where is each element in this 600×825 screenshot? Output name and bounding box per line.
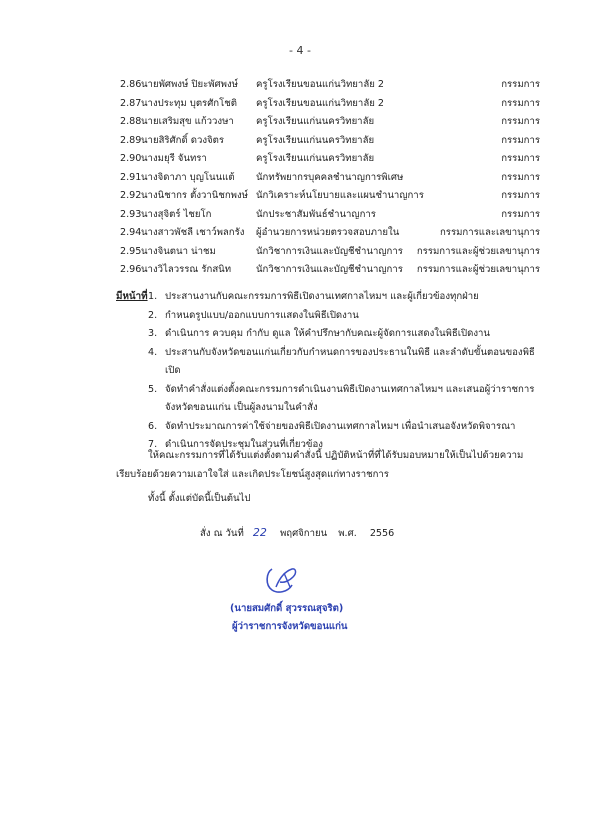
duty-text: ประสานงานกับคณะกรรมการพิธีเปิดงานเทศกาลไหมฯ และผู้เกี่ยวข้องทุกฝ่าย (165, 291, 479, 302)
signatory-title: ผู้ว่าราชการจังหวัดขอนแก่น (232, 621, 348, 632)
member-role: กรรมการ (501, 153, 540, 164)
member-role: กรรมการ (501, 116, 540, 127)
member-number: 2.95 (120, 245, 142, 257)
member-name: นายพัศพงษ์ ปิยะพัศพงษ์ (141, 79, 238, 90)
member-row (120, 95, 540, 114)
date-day: 22 (252, 526, 267, 539)
effective-statement: ทั้งนี้ ตั้งแต่บัดนี้เป็นต้นไป (148, 493, 251, 504)
member-number: 2.86 (120, 79, 142, 90)
member-role: กรรมการ (501, 208, 540, 220)
duty-text: ดำเนินการ ควบคุม กำกับ ดูแล ให้คำปรึกษากับคณะผู้จัดการแสดงในพิธีเปิดงาน (165, 328, 490, 339)
duty-number: 2. (148, 309, 158, 321)
order-date (200, 526, 394, 541)
member-number: 2.88 (120, 116, 142, 127)
member-name: นางจิดาภา บุญโนนแต้ (141, 171, 235, 183)
date-prefix: สั่ง ณ วันที่ (200, 528, 244, 539)
member-number: 2.92 (120, 190, 142, 201)
member-position: นักประชาสัมพันธ์ชำนาญการ (256, 208, 376, 220)
date-year: 2556 (369, 528, 395, 539)
duty-item (148, 288, 543, 307)
member-row (120, 187, 540, 206)
member-position: ครูโรงเรียนแก่นนครวิทยาลัย (256, 116, 375, 127)
duty-item (148, 307, 543, 326)
duty-text: ประสานกับจังหวัดขอนแก่นเกี่ยวกับกำหนดการของประธานในพิธี และลำดับขั้นตอนของพิธีเปิด (165, 346, 535, 376)
member-role: กรรมการ (501, 134, 540, 146)
member-row (120, 206, 540, 225)
member-position: ครูโรงเรียนแก่นนครวิทยาลัย (256, 153, 375, 164)
member-role: กรรมการ (501, 171, 540, 183)
member-role: กรรมการ (501, 97, 540, 109)
duty-text: จัดทำประมาณการค่าใช้จ่ายของพิธีเปิดงานเทศกาลไหมฯ เพื่อนำเสนอจังหวัดพิจารณา (165, 420, 516, 432)
member-number: 2.90 (120, 153, 142, 164)
member-name: นางมยุรี จันทรา (141, 153, 207, 164)
member-row (120, 243, 540, 262)
duty-item (148, 325, 543, 344)
duties-heading: มีหน้าที่ (116, 291, 148, 302)
member-name: นางสาวพัชลี เชาว์พลกรัง (141, 227, 245, 238)
member-number: 2.96 (120, 264, 142, 275)
date-era: พ.ศ. (338, 528, 357, 539)
duty-text: ดำเนินการจัดประชุมในส่วนที่เกี่ยวข้อง (165, 439, 323, 450)
duty-item (148, 381, 543, 418)
member-number: 2.93 (120, 208, 142, 220)
member-row (120, 261, 540, 280)
member-row (120, 224, 540, 243)
duty-number: 3. (148, 328, 158, 339)
member-row (120, 132, 540, 151)
duty-number: 6. (148, 420, 158, 432)
duties-list (148, 288, 543, 455)
member-name: นางสุจิตร์ ไชยโก (141, 208, 212, 220)
member-position: ครูโรงเรียนแก่นนครวิทยาลัย (256, 134, 375, 146)
member-row (120, 169, 540, 188)
member-row (120, 76, 540, 95)
duty-number: 7. (148, 439, 158, 450)
member-position: ผู้อำนวยการหน่วยตรวจสอบภายใน (256, 227, 400, 238)
member-name: นางวิไลวรรณ รักสนิท (141, 264, 232, 275)
member-role: กรรมการและผู้ช่วยเลขานุการ (416, 245, 540, 257)
member-name: นายเสริมสุข แก้ววงษา (141, 116, 234, 127)
member-role: กรรมการ (501, 190, 540, 201)
member-number: 2.94 (120, 227, 142, 238)
member-number: 2.89 (120, 134, 142, 146)
member-role: กรรมการ (501, 79, 540, 90)
duty-number: 1. (148, 291, 158, 302)
member-name: นายสิริศักดิ์ ดวงจิตร (141, 134, 225, 146)
member-row (120, 113, 540, 132)
member-name: นางประทุม บุตรศักโชติ (141, 97, 237, 109)
member-position: นักวิเคราะห์นโยบายและแผนชำนาญการ (256, 190, 424, 201)
closing-paragraph: ให้คณะกรรมการที่ได้รับแต่งตั้งตามคำสั่งนี้ ปฏิบัติหน้าที่ที่ได้รับมอบหมายให้เป็นไปด้วยความเรียบร้อยด้วยความเอาใจใส่ และเกิดประโยชน์สูงสุดแก่ทางราชการ (116, 450, 524, 480)
page-number: - 4 - (289, 44, 311, 57)
duty-item (148, 344, 543, 381)
committee-member-list (120, 76, 540, 280)
duty-number: 4. (148, 346, 158, 358)
member-position: นักวิชาการเงินและบัญชีชำนาญการ (256, 264, 403, 275)
duty-number: 5. (148, 383, 158, 395)
duty-text: กำหนดรูปแบบ/ออกแบบการแสดงในพิธีเปิดงาน (165, 309, 359, 321)
member-position: ครูโรงเรียนขอนแก่นวิทยาลัย 2 (256, 97, 384, 109)
member-role: กรรมการและผู้ช่วยเลขานุการ (416, 264, 540, 275)
member-position: นักวิชาการเงินและบัญชีชำนาญการ (256, 245, 403, 257)
duty-item (148, 418, 543, 437)
member-position: นักทรัพยากรบุคคลชำนาญการพิเศษ (256, 171, 404, 183)
duty-text: จัดทำคำสั่งแต่งตั้งคณะกรรมการดำเนินงานพิธีเปิดงานเทศกาลไหมฯ และเสนอผู้ว่าราชการจังหวัดขอนแก่น เป็นผู้ลงนามในคำสั่ง (165, 383, 535, 413)
member-name: นางนิชากร ตั้งวานิชกพงษ์ (141, 190, 248, 201)
member-role: กรรมการและเลขานุการ (439, 227, 540, 238)
handwritten-signature-image (262, 563, 304, 597)
member-name: นางจินตนา น่าชม (141, 245, 216, 257)
member-position: ครูโรงเรียนขอนแก่นวิทยาลัย 2 (256, 79, 384, 90)
signatory-name: (นายสมศักดิ์ สุวรรณสุจริต) (230, 603, 344, 614)
member-row (120, 150, 540, 169)
member-number: 2.87 (120, 97, 142, 109)
member-number: 2.91 (120, 171, 142, 183)
date-month: พฤศจิกายน (279, 528, 328, 539)
